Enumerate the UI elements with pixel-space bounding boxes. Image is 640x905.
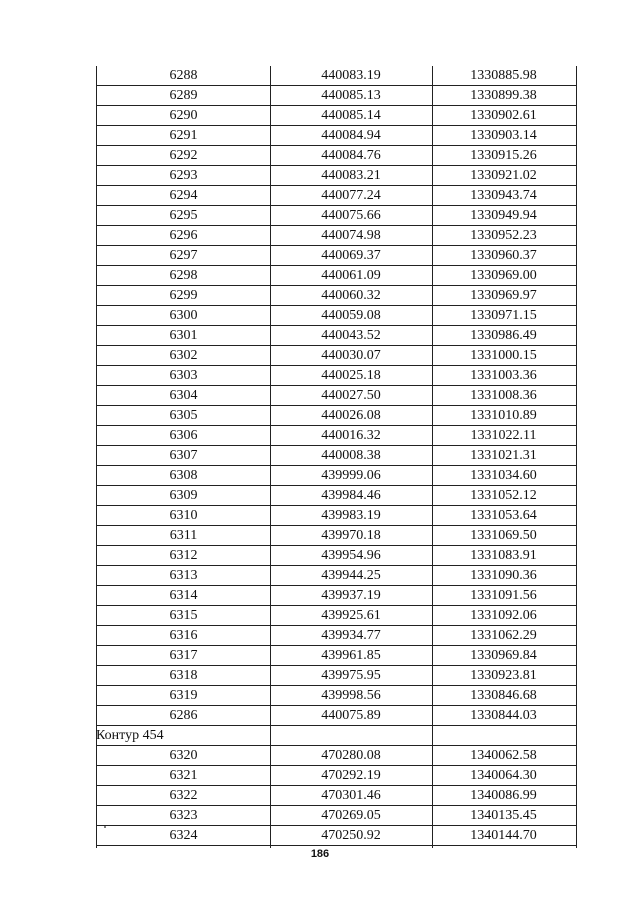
- x-coordinate-cell: 440061.09: [271, 266, 431, 286]
- table-border-right: [576, 66, 577, 848]
- coordinates-table-body: [96, 66, 576, 846]
- x-coordinate-cell: 440075.89: [271, 706, 431, 726]
- table-row: [96, 766, 576, 786]
- table-row: [96, 366, 576, 386]
- x-coordinate-cell: 440077.24: [271, 186, 431, 206]
- point-number-cell: 6289: [96, 86, 271, 106]
- x-coordinate-cell: 470292.19: [271, 766, 431, 786]
- table-row: [96, 746, 576, 766]
- table-row: [96, 386, 576, 406]
- y-coordinate-cell: 1331083.91: [431, 546, 576, 566]
- x-coordinate-cell: 470301.46: [271, 786, 431, 806]
- point-number-cell: 6304: [96, 386, 271, 406]
- x-coordinate-cell: 439983.19: [271, 506, 431, 526]
- x-coordinate-cell: 440083.19: [271, 66, 431, 86]
- x-coordinate-cell: 439970.18: [271, 526, 431, 546]
- x-coordinate-cell: 440074.98: [271, 226, 431, 246]
- point-number-cell: 6302: [96, 346, 271, 366]
- point-number-cell: 6286: [96, 706, 271, 726]
- y-coordinate-cell: 1330902.61: [431, 106, 576, 126]
- point-number-cell: 6296: [96, 226, 271, 246]
- table-row: [96, 806, 576, 826]
- x-coordinate-cell: 439937.19: [271, 586, 431, 606]
- x-coordinate-cell: 439954.96: [271, 546, 431, 566]
- point-number-cell: 6320: [96, 746, 271, 766]
- point-number-cell: 6321: [96, 766, 271, 786]
- table-row: [96, 646, 576, 666]
- y-coordinate-cell: 1340062.58: [431, 746, 576, 766]
- x-coordinate-cell: 470269.05: [271, 806, 431, 826]
- point-number-cell: 6315: [96, 606, 271, 626]
- x-coordinate-cell: 439944.25: [271, 566, 431, 586]
- y-coordinate-cell: 1331022.11: [431, 426, 576, 446]
- point-number-cell: 6288: [96, 66, 271, 86]
- point-number-cell: 6291: [96, 126, 271, 146]
- y-coordinate-cell: 1331062.29: [431, 626, 576, 646]
- contour-header-row: [96, 726, 576, 746]
- point-number-cell: 6290: [96, 106, 271, 126]
- x-coordinate-cell: 440030.07: [271, 346, 431, 366]
- table-row: [96, 286, 576, 306]
- point-number-cell: 6308: [96, 466, 271, 486]
- x-coordinate-cell: 439934.77: [271, 626, 431, 646]
- y-coordinate-cell: 1331091.56: [431, 586, 576, 606]
- x-coordinate-cell: 440084.76: [271, 146, 431, 166]
- table-row: [96, 206, 576, 226]
- x-coordinate-cell: 440026.08: [271, 406, 431, 426]
- table-row: [96, 106, 576, 126]
- y-coordinate-cell: 1330885.98: [431, 66, 576, 86]
- point-number-cell: 6306: [96, 426, 271, 446]
- y-coordinate-cell: 1330943.74: [431, 186, 576, 206]
- point-number-cell: 6317: [96, 646, 271, 666]
- table-row: [96, 66, 576, 86]
- y-coordinate-cell: 1331003.36: [431, 366, 576, 386]
- y-coordinate-cell: 1330903.14: [431, 126, 576, 146]
- table-row: [96, 306, 576, 326]
- table-row: [96, 246, 576, 266]
- y-coordinate-cell: 1331034.60: [431, 466, 576, 486]
- table-row: [96, 406, 576, 426]
- y-coordinate-cell: 1331069.50: [431, 526, 576, 546]
- x-coordinate-cell: 470280.08: [271, 746, 431, 766]
- point-number-cell: 6324: [96, 826, 271, 846]
- y-coordinate-cell: 1331008.36: [431, 386, 576, 406]
- point-number-cell: 6314: [96, 586, 271, 606]
- point-number-cell: 6313: [96, 566, 271, 586]
- x-coordinate-cell: 440027.50: [271, 386, 431, 406]
- point-number-cell: 6300: [96, 306, 271, 326]
- y-coordinate-cell: 1330921.02: [431, 166, 576, 186]
- table-row: [96, 486, 576, 506]
- x-coordinate-cell: 440084.94: [271, 126, 431, 146]
- point-number-cell: 6303: [96, 366, 271, 386]
- table-row: [96, 446, 576, 466]
- table-row: [96, 546, 576, 566]
- table-row: [96, 266, 576, 286]
- y-coordinate-cell: 1330952.23: [431, 226, 576, 246]
- y-coordinate-cell: 1330949.94: [431, 206, 576, 226]
- empty-cell: [271, 726, 431, 746]
- y-coordinate-cell: 1331021.31: [431, 446, 576, 466]
- y-coordinate-cell: 1331052.12: [431, 486, 576, 506]
- contour-label: Контур 454: [96, 726, 271, 746]
- y-coordinate-cell: 1330969.84: [431, 646, 576, 666]
- table-row: [96, 686, 576, 706]
- y-coordinate-cell: 1331092.06: [431, 606, 576, 626]
- page-number: 186: [310, 848, 330, 860]
- point-number-cell: 6301: [96, 326, 271, 346]
- coordinates-table: [96, 66, 576, 846]
- table-row: [96, 706, 576, 726]
- x-coordinate-cell: 440075.66: [271, 206, 431, 226]
- point-number-cell: 6298: [96, 266, 271, 286]
- table-row: [96, 146, 576, 166]
- table-row: [96, 606, 576, 626]
- x-coordinate-cell: 440060.32: [271, 286, 431, 306]
- x-coordinate-cell: 439984.46: [271, 486, 431, 506]
- y-coordinate-cell: 1340086.99: [431, 786, 576, 806]
- x-coordinate-cell: 440016.32: [271, 426, 431, 446]
- table-row: [96, 826, 576, 846]
- x-coordinate-cell: 440059.08: [271, 306, 431, 326]
- y-coordinate-cell: 1330846.68: [431, 686, 576, 706]
- x-coordinate-cell: 439925.61: [271, 606, 431, 626]
- x-coordinate-cell: 439975.95: [271, 666, 431, 686]
- table-row: [96, 786, 576, 806]
- point-number-cell: 6292: [96, 146, 271, 166]
- point-number-cell: 6293: [96, 166, 271, 186]
- table-row: [96, 506, 576, 526]
- y-coordinate-cell: 1331010.89: [431, 406, 576, 426]
- table-row: [96, 526, 576, 546]
- point-number-cell: 6295: [96, 206, 271, 226]
- table-row: [96, 626, 576, 646]
- y-coordinate-cell: 1331090.36: [431, 566, 576, 586]
- point-number-cell: 6305: [96, 406, 271, 426]
- table-row: [96, 586, 576, 606]
- point-number-cell: 6316: [96, 626, 271, 646]
- y-coordinate-cell: 1331053.64: [431, 506, 576, 526]
- point-number-cell: 6312: [96, 546, 271, 566]
- x-coordinate-cell: 440043.52: [271, 326, 431, 346]
- scan-speck: [104, 826, 106, 828]
- table-row: [96, 186, 576, 206]
- table-row: [96, 226, 576, 246]
- point-number-cell: 6311: [96, 526, 271, 546]
- table-row: [96, 126, 576, 146]
- x-coordinate-cell: 440085.13: [271, 86, 431, 106]
- point-number-cell: 6307: [96, 446, 271, 466]
- x-coordinate-cell: 440085.14: [271, 106, 431, 126]
- table-row: [96, 426, 576, 446]
- y-coordinate-cell: 1330899.38: [431, 86, 576, 106]
- table-row: [96, 666, 576, 686]
- y-coordinate-cell: 1330986.49: [431, 326, 576, 346]
- x-coordinate-cell: 440083.21: [271, 166, 431, 186]
- point-number-cell: 6309: [96, 486, 271, 506]
- point-number-cell: 6310: [96, 506, 271, 526]
- y-coordinate-cell: 1331000.15: [431, 346, 576, 366]
- x-coordinate-cell: 470250.92: [271, 826, 431, 846]
- y-coordinate-cell: 1330960.37: [431, 246, 576, 266]
- point-number-cell: 6299: [96, 286, 271, 306]
- table-row: [96, 346, 576, 366]
- x-coordinate-cell: 439998.56: [271, 686, 431, 706]
- y-coordinate-cell: 1330969.00: [431, 266, 576, 286]
- empty-cell: [431, 726, 576, 746]
- x-coordinate-cell: 440008.38: [271, 446, 431, 466]
- y-coordinate-cell: 1340135.45: [431, 806, 576, 826]
- x-coordinate-cell: 440025.18: [271, 366, 431, 386]
- y-coordinate-cell: 1330923.81: [431, 666, 576, 686]
- table-row: [96, 326, 576, 346]
- point-number-cell: 6323: [96, 806, 271, 826]
- table-row: [96, 86, 576, 106]
- x-coordinate-cell: 439999.06: [271, 466, 431, 486]
- table-row: [96, 166, 576, 186]
- y-coordinate-cell: 1340144.70: [431, 826, 576, 846]
- point-number-cell: 6318: [96, 666, 271, 686]
- point-number-cell: 6322: [96, 786, 271, 806]
- x-coordinate-cell: 439961.85: [271, 646, 431, 666]
- table-row: [96, 566, 576, 586]
- x-coordinate-cell: 440069.37: [271, 246, 431, 266]
- point-number-cell: 6319: [96, 686, 271, 706]
- y-coordinate-cell: 1330915.26: [431, 146, 576, 166]
- y-coordinate-cell: 1330844.03: [431, 706, 576, 726]
- y-coordinate-cell: 1340064.30: [431, 766, 576, 786]
- table-row: [96, 466, 576, 486]
- point-number-cell: 6297: [96, 246, 271, 266]
- point-number-cell: 6294: [96, 186, 271, 206]
- y-coordinate-cell: 1330969.97: [431, 286, 576, 306]
- y-coordinate-cell: 1330971.15: [431, 306, 576, 326]
